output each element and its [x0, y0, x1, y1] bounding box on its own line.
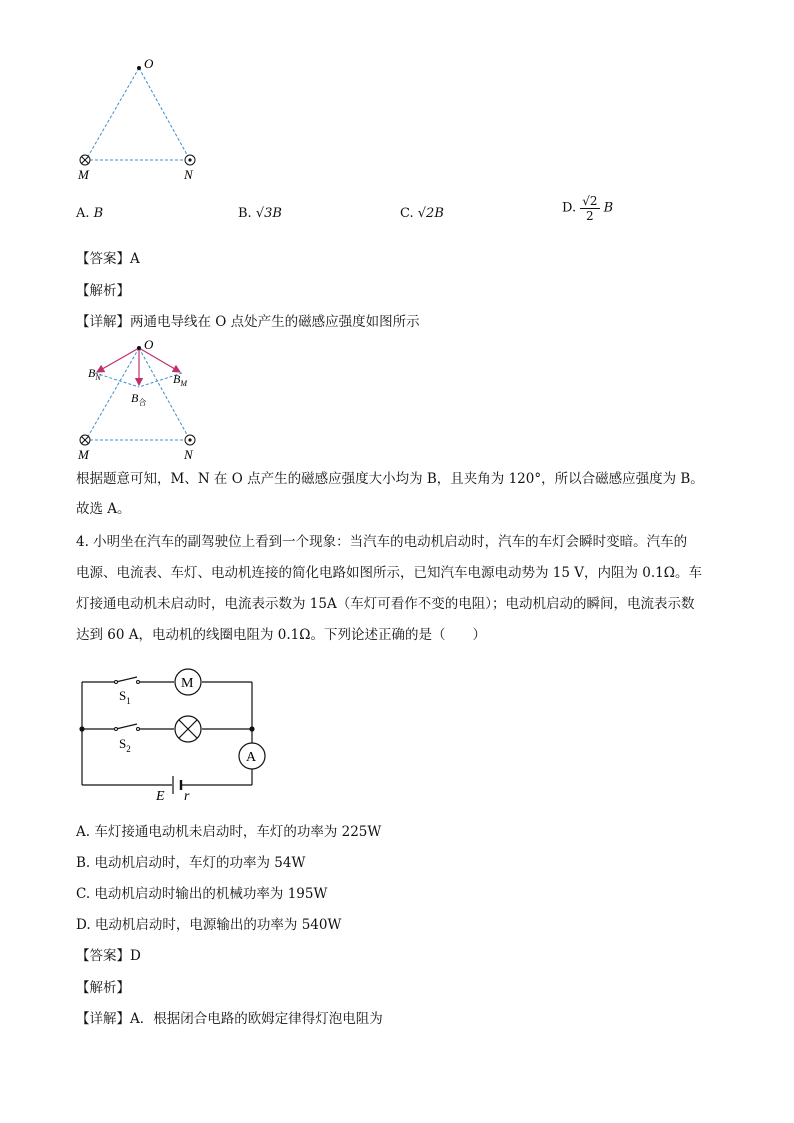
motor-label: M [181, 676, 194, 691]
option-q4-b: B. 电动机启动时，车灯的功率为 54W [76, 855, 306, 871]
detail-q4: 【详解】A．根据闭合电路的欧姆定律得灯泡电阻为 [76, 1011, 383, 1027]
label-n: N [184, 447, 193, 462]
label-bm-sub: M [180, 379, 188, 388]
point-o [137, 66, 141, 70]
vector-figure-2 [70, 335, 220, 465]
label-bsum-sub: 合 [138, 398, 147, 407]
analysis-q4: 【解析】 [76, 980, 130, 996]
option-b [238, 205, 282, 223]
question-4-line-3: 灯接通电动机未启动时，电流表示数为 15A（车灯可看作不变的电阻）；电动机启动的瞬间，电流表示数 [76, 596, 695, 612]
svg-text:BM [173, 372, 188, 388]
question-4-line-1: 4. 小明坐在汽车的副驾驶位上看到一个现象：当汽车的电动机启动时，汽车的车灯会瞬时变暗。汽车的 [76, 534, 688, 550]
wire-out-of-page-icon [185, 435, 195, 445]
junction-left [79, 726, 84, 731]
svg-text:BN [88, 366, 101, 382]
option-q4-a: A. 车灯接通电动机未启动时，车灯的功率为 225W [76, 824, 382, 840]
ammeter-label: A [246, 750, 257, 765]
option-c [400, 205, 444, 223]
question-4-line-2: 电源、电流表、车灯、电动机连接的简化电路如图所示，已知汽车电源电动势为 15 V，内阻为 0.1Ω。车 [76, 565, 702, 581]
vector-bn [97, 348, 139, 372]
triangle-figure-1 [70, 55, 220, 185]
wire-into-page-icon [80, 155, 90, 165]
label-o: O [144, 56, 154, 71]
label-m: M [78, 167, 89, 182]
lamp-icon [175, 716, 201, 742]
option-a [76, 205, 103, 223]
option-q4-d: D. 电动机启动时，电源输出的功率为 540W [76, 917, 342, 933]
emf-label: E [156, 789, 165, 804]
option-d-fraction [580, 194, 599, 223]
switch-s1-sub: 1 [126, 696, 131, 706]
label-bsum: B [131, 391, 139, 405]
wire-out-of-page-icon [185, 155, 195, 165]
option-d-tail: B [603, 200, 614, 216]
option-b-value: √3B [255, 206, 282, 221]
option-a-value: B [93, 206, 104, 221]
label-m: M [78, 447, 89, 462]
conclusion-line-1: 根据题意可知，M、N 在 O 点产生的磁感应强度大小均为 B，且夹角为 120°，所以合磁感应强度为 B。 [76, 471, 704, 487]
svg-text:B合 [131, 391, 146, 407]
switch-s2-label: S [119, 736, 127, 751]
circuit-diagram [70, 665, 280, 810]
label-n: N [184, 167, 193, 182]
switch-s2-sub: 2 [126, 744, 131, 754]
triangle-side-left [86, 68, 139, 160]
internal-resistance-label: r [184, 789, 190, 804]
answer-q4: 【答案】D [76, 948, 141, 964]
battery-icon [173, 776, 181, 794]
option-d-denominator: 2 [586, 209, 594, 223]
option-c-value: √2B [417, 206, 444, 221]
option-d-numerator: √2 [582, 194, 598, 208]
wire-into-page-icon [80, 435, 90, 445]
label-bm: B [173, 372, 181, 386]
junction-right [249, 726, 254, 731]
question-4-line-4: 达到 60 A，电动机的线圈电阻为 0.1Ω。下列论述正确的是（ ） [76, 627, 486, 643]
option-b-letter: B. [238, 206, 252, 221]
svg-text:S2 [119, 736, 131, 754]
switch-s1-label: S [119, 688, 127, 703]
analysis-q3: 【解析】 [76, 283, 130, 299]
svg-text:S1 [119, 688, 131, 706]
conclusion-line-2: 故选 A。 [76, 501, 131, 517]
option-q4-c: C. 电动机启动时输出的机械功率为 195W [76, 886, 328, 902]
answer-q3: 【答案】A [76, 251, 140, 267]
triangle-side-right [139, 68, 190, 160]
option-d [562, 194, 613, 223]
option-a-letter: A. [76, 206, 90, 221]
option-c-letter: C. [400, 206, 414, 221]
option-d-letter: D. [562, 200, 577, 216]
detail-q3: 【详解】两通电导线在 O 点处产生的磁感应强度如图所示 [76, 314, 420, 330]
label-bn-sub: N [95, 373, 101, 382]
label-o: O [144, 337, 154, 352]
label-bn: B [88, 366, 96, 380]
